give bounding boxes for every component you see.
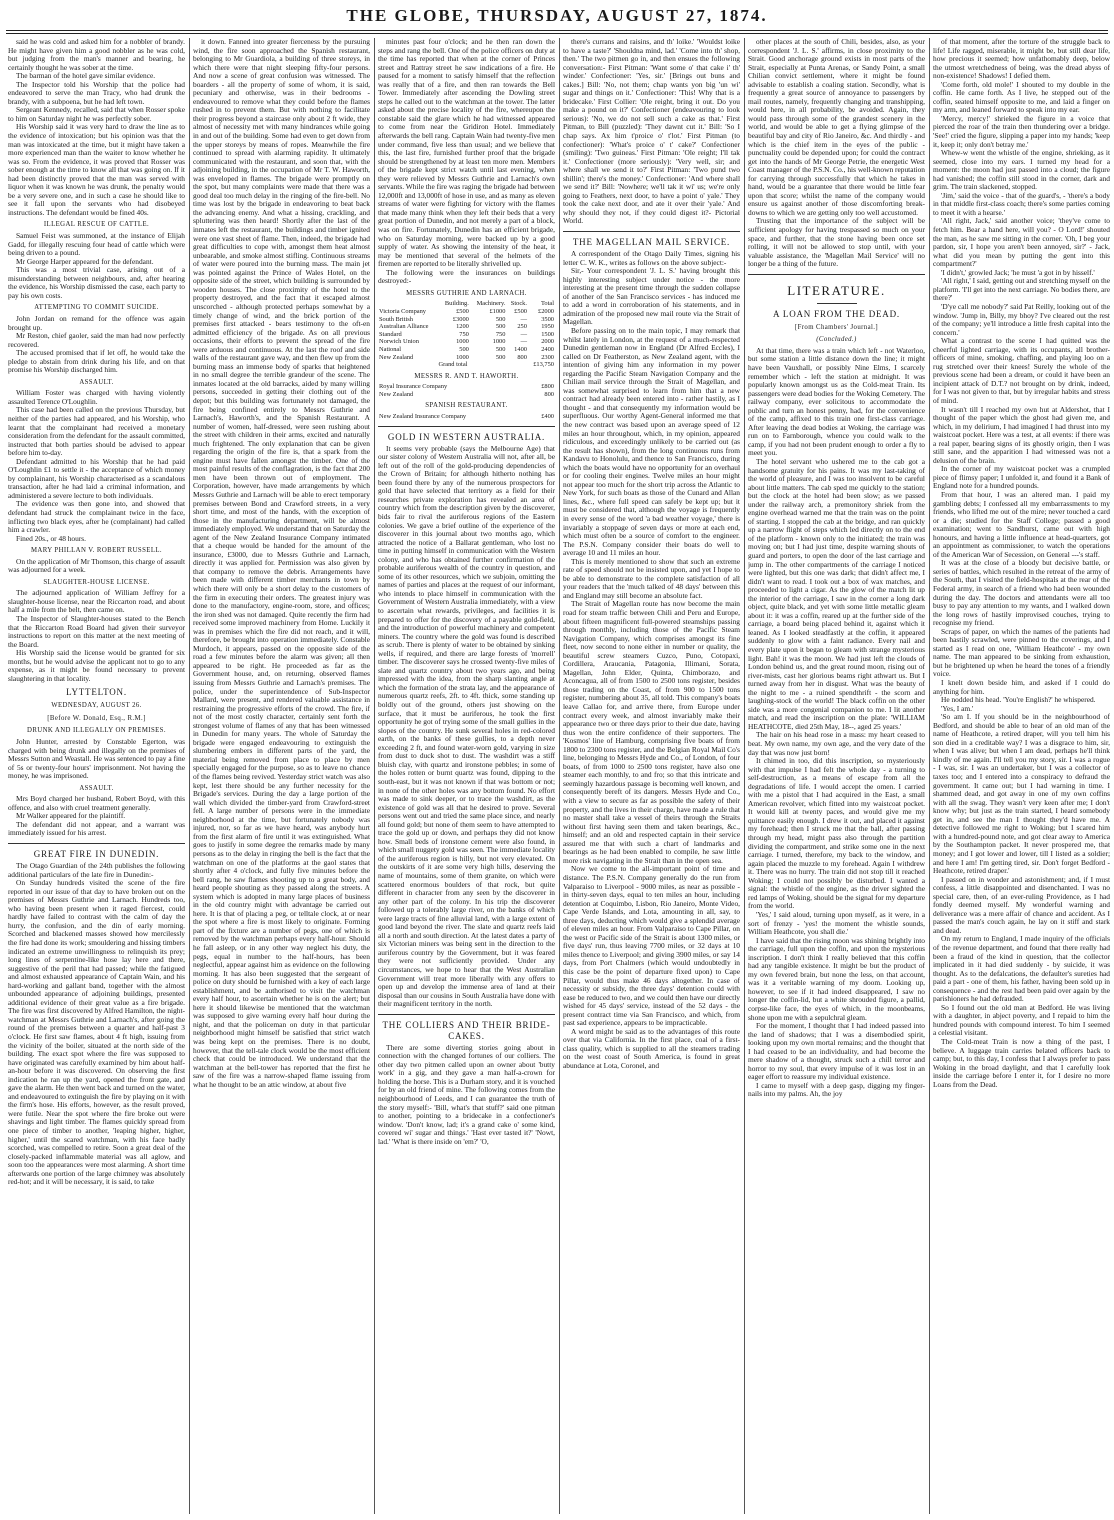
paragraph: For the moment, I thought that I had indeed passed into the land of shadows; that I was a disembodied spirit, looking upon my own mortal remains; and the thought that I had ceased to be an individuality, and had become the mere shadow of a thought, struck such a chill terror and horror to my soul, that every impulse of it was lost in an eager effort to reassure my individual existence. — [748, 1021, 925, 1082]
table-header-cell: Machinery. — [476, 300, 506, 308]
serial-note: (Concluded.) — [816, 336, 857, 344]
paragraph: 'I didn't,' growled Jack; 'he must 'a got in by hisself.' — [941, 267, 1095, 277]
paragraph: On my return to England, I made inquiry of the officials of the revenue department, and found that there really had been a fraud of the kind in question, that the collector implicated in it had died suddenly - by suicide, it was thought. As to the defalcations, the defaulter's sureties had paid a part - one of them, his father, having been sold up in consequence - and the rest had been paid over again by the parishioners he had defrauded. — [933, 934, 1110, 1004]
table-cell: 2400 — [541, 345, 554, 353]
paragraph: His Worship said the license would be granted for six months, but he would advise the applicant not to go to any expense, as it might be found necessary to prevent slaughtering in that locality. — [8, 648, 185, 683]
table-cell: 1000 — [456, 353, 469, 361]
article-headline: A LOAN FROM THE DEAD. — [773, 308, 900, 319]
table-row — [378, 308, 555, 316]
paragraph: I passed on in wonder and astonishment; and, if I must confess, a little disappointed and disenchanted. I was no special care, then, of an ever-ruling Providence, as I had fondly deemed myself. My wonderful warning and deliverance was a mere affair of chance and accident. As I passed the man's couch again, he lay on it stiff and stark and dead. — [933, 874, 1110, 935]
table-cell: New Zealand — [379, 390, 414, 398]
table-cell: 1400 — [514, 345, 527, 353]
table-cell: £800 — [541, 383, 554, 391]
table-header-cell: Building. — [444, 300, 469, 308]
article-headline: GREAT FIRE IN DUNEDIN. — [33, 849, 160, 860]
column-rule — [744, 38, 745, 1514]
paragraph: it down. Fanned into greater fierceness by the pursuing wind, the fire soon approached the Spanish restaurant, belonging to Mr Guardiola, a building of three storeys, in which there were that night sleeping fifty-four persons. And now a scene of great confusion was witnessed. The boarders - all the property of some of whom, it is said, pecuniary and otherwise, was in their bedrooms - endeavoured to remove what they could before the flames rushed in to prevent them. But with nothing to facilitate their progress beyond a staircase only about 2 ft wide, they almost of necessity met with many hindrances while going in and out of the building. Some had even to get down from the upper storeys by means of ropes. Meanwhile the fire continued to spread with alarming rapidity. It ultimately communicated with the restaurant, and soon that, with the adjoining building, in the occupation of Mr T. W. Haworth, was enveloped in flames. The brigade were promptly on the spot, but many complaints were made that there was a good deal too much delay in the ringing of the fire-bell. No time was lost by the brigade in endeavoring to beat back the advancing enemy. And what a hissing, crackling, and spluttering was then heard! Shortly after the last of the inmates left the restaurant, the buildings and timber ignited were one vast sheet of flame. Then, indeed, the brigade had great difficulties to cope with, amongst them heat almost unbearable, and smoke almost stifling. Continuous streams of water were poured into the burning mass. The main jet was pointed against the Prince of Wales Hotel, on the opposite side of the street, which building is surrounded by wooden houses. The close proximity of the hotel to the property destroyed, and the fact that it escaped almost unscorched - although protected perhaps somewhat by a timely change of wind, and the brick portion of the premises first attacked - bears testimony to the oft-en admitted efficiency of the brigade. As on all previous occasions, their efforts to prevent the spread of the fire were arduous and continuous. At the last the roof and side walls of the restaurant gave way, and then flew up from the burning mass an immense body of sparks that heightened in no small degree the terrible grandeur of the scene. The inmates located at the old barracks, aided by many willing persons, succeeded in getting their clothing out of the depot; but this building was fortunately not damaged, the fire being confined entirely to Messrs Guthrie and Larnach's, Haworth's, and the Spanish Restaurant. A number of women, half-dressed, were seen rushing about the street with children in their arms, excited and naturally much frightened. The only explanation that can be given regarding the origin of the fire is, that a spark from the engine must have fallen amongst the timber. One of the most painful results of the conflagration, is the fact that 200 men have been thrown out of employment. The Corporation, however, have made arrangements by which Messrs Guthrie and Larnach will be able to erect temporary premises between Bond and Crawford streets, in a very short time, and most of the hands, with the exception of those in the manufacturing department, will be almost immediately employed. We understand that on Saturday the agent of the New Zealand Insurance Company intimated that a cheque would be handed for the amount of the insurance, £3000, due to Messrs Guthrie and Larnach, directly it was applied for. Permission was also given by that company to remove the debris. Arrangements have been made with different timber merchants in town by which there will only be a short delay to the customers of the firm in executing their orders. The greatest injury was done to the manufactory, engine-room, store, and offices; the iron shed was not damaged. Quite recently the firm had received some improved machinery from Home. Luckily it was in premises which the fire did not reach, and it will, therefore, be brought into operation immediately. Constable Murdoch, it appears, passed on the opposite side of the road a few minutes before the alarm was given; all then appeared to be right. He proceeded as far as the Government house, and, on returning, observed flames issuing from Messrs Guthrie and Larnach's premises. The police, under the superintendence of Sub-Inspector Mallard, were present, and rendered valuable assistance in restraining the progressive efforts of the crowd. The fire, if not of the most costly character, certainly sent forth the strongest volume of flames of any that has been witnessed in Dunedin for many years. The whole of Saturday the brigade were engaged endeavouring to extinguish the slumbering embers in different parts of the yard, the material being removed from place to place by men specially engaged for the purpose, so as to leave no chance of the flames being revived. Yesterday strict watch was also kept, lest there should be any further necessity for the Brigade's services. During the day a large portion of the wall which divided the timber-yard from Crawford-street fell. A large number of persons were in the immediate neighborhood at the time, but fortunately nobody was injured, nor, so far as we have heard, was anybody hurt from the first alarm of fire until it was extinguished. What goes to justify in some degree the remarks made by many persons as to the delay in ringing the bell is the fact that the watchman on one of the platforms at the gaol states that shortly after 4 o'clock, and fully five minutes before the bell rang, he saw flames shooting up to a great body, and heard people shouting as they passed along the streets. A system which is adopted in many large places of business in the old country might with advantage be carried out here. It is that of placing a peg, or telltale clock, at or near the spot where a fire is most likely to originate. Forming part of the fixture are a number of pegs, one of which is removed by the watchman perhaps every half-hour. Should he fall asleep, or in any other way neglect his duty, the pegs, equal in number to the half-hours, has been neglectful, appear against him as evidence on the following morning. It has also been suggested that the sergeant of police on duty should be furnished with a key of each large establishment, and be authorised to visit the watchman every half hour, to ascertain whether he is on the alert; but here it should likewise be mentioned that the watchman was supposed to give warning every half hour during the night, and that the policeman on duty in that particular neighborhood might himself be satisfied that strict watch was being kept on the premises. There is no doubt, however, that the tell-tale clock would be the most efficient check that could be introduced. We understand that the watchman at the bell-tower has reported that the first he saw of the fire was a narrow-shaped flame issuing from what he thought to be an attic window, at about five — [193, 38, 370, 1089]
paragraph: 'All right,' I said, getting out and stretching myself on the platform. 'I'll get into the next carriage. No bodies there, are there?' — [933, 276, 1110, 303]
paragraph: This case had been called on the previous Thursday, but neither of the parties had appeared, and his Worship, who learnt that the complainant had received a monetary consideration from the defendant for the assault committed, instructed that both parties should be advised to appear before him to-day. — [8, 405, 185, 458]
table-cell: New Zealand Insurance Company — [379, 413, 467, 421]
paragraph: Now we come to the all-important point of time and distance. The P.S.N. Company generally do the run from Valparaiso to Liverpool - 9000 miles, as near as possible - in thirty-seven days, equal to ten miles an hour, including detention at Coquimbo, Lisbon, Rio Janeiro, Monte Video, Cape Verde Islands, and Lota, amounting in all, say, to three days, deducting which would give a splendid average of eleven miles an hour. From Valparaiso to Cape Pillar, on the west or Pacific side of the Strait is about 1300 miles, or five days' run, thus leaving 7700 miles, or 32 days at 10 miles thence to Liverpool; and giving 3900 miles, or say 14 days, from Port Chalmers (which would undoubtedly in this case be the point of departure fixed upon) to Cape Pillar, would thus make 46 days altogether. In case of necessity or subsidy, the three days' detention could with ease be reduced to two, and we could then have our directly wished for 45 days' service, instead of the 52 days - the present contract time via San Francisco, and which, from past sad experience, appears to be impracticable. — [563, 864, 740, 1028]
paragraph: It was at the close of a bloody but decisive battle, or series of battles, which resulted in the retreat of the army of the South, that I visited the field-hospitals at the rear of the Federal army, in search of a friend who had been wounded during the day. The doctors and attendants were all too busy to pay any attention to my wants, and I walked down the long rows of hastily improvised couches, trying to recognise my friend. — [933, 558, 1110, 628]
section-heading: MARY PHILLAN V. ROBERT RUSSELL. — [30, 547, 163, 555]
table-total-row — [378, 361, 555, 369]
paragraph: other places at the south of Chili, besides, also, as your correspondent 'J. L. S.' affirms, in close proximity to the Strait. Good anchorage ground exists in most parts of the Strait, especially at Punta Arenas, or Sandy Point, a small Chilian convict settlement, where it might be found advisable to establish a coaling station. Secondly, what is frequently a great source of annoyance to passengers by mail routes, namely, frequently changing and transhipping, would here, in all probability, be avoided. Again, they would pass through some of the grandest scenery in the world, and would be able to get a flying glimpse of the beautiful bay and city of Rio Janeiro, &c. And thirdly - and which is the chief item in the eyes of the public - punctuality could be depended upon; for could the contract get into the hands of Mr George Petrie, the energetic West Coast manager of the P.S.N. Co., his well-known reputation for carrying through successfully that which he takes in hand, would be a guarantee that there would be little fear upon that score; whilst the name of the company would ensure us against another of those discomforting break-downs to which we are getting only too well accustomed. — [748, 38, 925, 217]
paragraph: On Sunday hundreds visited the scene of the fire reported in our issue of that day to have broken out on the premises of Messrs Guthrie and Larnach. Hundreds too, who having been present when it raged fiercest, could hardly have failed to contrast with the calm of day the hurry, the confusion, and the din of early morning. Scorched and blackened masses showed how mercilessly the fire had done its work; smouldering and hissing timbers indicated an extreme unwillingness to relinquish its prey; long lines of serpentine-like hose lay here and there, suggestive of the peril that had passed; while the fatigued and almost exhausted appearance of Captain Wain, and his hard-working and gallant band, together with the almost unbounded appearance of adjoining buildings, presented additional evidence of their great value as a fire brigade. The fire was first discovered by Alfred Hamilton, the night-watchman at Messrs Guthrie and Larnach's, after going the round of the premises between a quarter and half-past 3 o'clock. He first saw flames, about 4 ft high, issuing from the vicinity of the boiler, situated at the north side of the building. The exact spot where the fire was supposed to have originated was carefully examined by him about half-an-hour before it was discovered. On observing the first indication he ran up the yard, opened the front gate, and gave the alarm. He then went back and turned on the water, and endeavoured to extinguish the fire by playing on it with the firm's hose. His efforts, however, as the result proved, were futile. Near the spot where the fire broke out were shavings and light timber. The flames quickly spread from one piece of timber to another, 'leaping higher, higher, higher,' until the scared watchman, with his face badly scorched, was compelled to retire. Soon a great deal of the closely-packed inflammable material was all aglow, and soon too the appearances were most alarming. A short time afterwards one portion of the large chimney was absolutely red-hot; and it will be necessary, it is said, to take — [8, 878, 185, 1187]
table-cell: 1950 — [541, 323, 554, 331]
table-cell: 500 — [495, 315, 506, 323]
section-title: LITERATURE. — [787, 282, 886, 298]
table-header-row — [378, 300, 555, 308]
table-cell: £500 — [456, 308, 469, 315]
column-4 — [563, 38, 740, 1514]
table-cell: 2300 — [541, 353, 554, 361]
table-cell: Standard — [379, 330, 402, 338]
paragraph: 'Come forth, old mole!' I shouted to my double in the coffin. He came forth. As I live, he stepped out of the coffin, seated himself opposite to me, and laid a finger on my arm, and leaned forward to speak into my ear. — [933, 79, 1110, 115]
paragraph: I came to myself with a deep gasp, digging my finger-nails into my palms. Ah, the joy — [748, 1080, 925, 1099]
table-cell: — — [520, 315, 527, 323]
title-separator — [817, 303, 857, 304]
paragraph: 'Yes, I am.' — [941, 703, 974, 713]
table-heading: SPANISH RESTAURANT. — [425, 402, 508, 410]
table-cell: 500 — [459, 345, 469, 353]
paragraph: John Jordan on remand for the offence was again brought up. — [8, 313, 185, 332]
table-cell: — — [520, 330, 527, 338]
table-cell: 750 — [459, 330, 469, 338]
table-cell: 1000 — [492, 338, 506, 346]
table-cell: — — [520, 338, 527, 346]
column-6 — [933, 38, 1110, 1514]
paragraph: Mr George Harper appeared for the defendant. — [16, 256, 154, 266]
table-cell: 500 — [495, 353, 506, 361]
paragraph: There are some diverting stories going about in connection with the changed fortunes of our colliers. The other day two pitmen called upon an owner about 'butty work' in a gig, and they gave a man half-a-crown for holding the horse. This is a Durham story, and it is vouched for by an old friend of mine. The following comes from the neighbourhood of Leeds, and I can guarantee the truth of the story myself:- 'Bill, what's that stuff?' said one pitman to another, pointing to a bridecake in a confectioner's window. 'Don't know, lad; it's a grand cake o' some kind, covered wi' sugar and things.' 'Hast ever tasted it?' 'Nowt, lad.' 'What is there inside on 'em?' 'O, — [378, 1042, 555, 1146]
column-rule — [189, 38, 190, 1514]
column-2 — [193, 38, 370, 1514]
table-cell: £3000 — [452, 315, 469, 323]
insurance-table — [378, 413, 555, 421]
table-cell: £1000 — [489, 308, 506, 315]
paragraph: So I found out the old man at Bedford. He was living with a daughter, in abject poverty, and I repaid to him the hundred pounds with compound interest. To him I seemed a celestial visitant. — [933, 1002, 1110, 1038]
paragraph: This was a most trivial case, arising out of a misunderstanding between neighbours, and, after hearing the evidence, his Worship dismissed the case, each party to pay his own costs. — [8, 265, 185, 300]
table-cell: £400 — [541, 413, 554, 421]
paragraph: The Strait of Magellan route has now become the main road for steam traffic between Chili and Peru and Europe, about fifteen magnificent full-powered steamships passing through monthly, including those of the Pacific Steam Navigation Company, which comprises amongst its fine fleet, now second to none either in number or quality, the beautiful screw steamers Cuzco, Puno, Cotopaxi, Cordillera, Araucania, Patagonia, Illimani, Sorata, Magellan, John Elder, Quinta, Chimborazo, and Aconcagua, all of from 1500 to 2500 tons register, besides those trading on the Coast, of from 900 to 1500 tons register, numbering about 35, all told. This company's boats leave Callao for, and arrive there, from Europe under contract every week, and almost invariably make their appearance two or three days prior to their due date, having thus won the entire confidence of their supporters. The 'Kosmos' line of Hamburg, comprising five boats of from 1800 to 2300 tons register, and the Belgian Royal Mail Co's line, belonging to Messrs Hyde and Co., of London, of four boats, of from 1000 to 2500 tons register, have also one steamer each monthly, to and fro; so that this intricate and seemingly hazardous passage is becoming well known, and consequently bereft of its dangers. Messrs Hyde and Co., with a view to secure as far as possible the safety of their property, and the lives in their charge, have made a rule that no master shall take a vessel of theirs through the Straits without first having seen them and taken bearings, &c., himself; and an old and respected captain in their service assured me that with such a chart of landmarks and bearings as he had been enabled to compile, he saw little more risk navigating in the Strait than in the open sea. — [563, 599, 740, 865]
section-heading: ASSAULT. — [79, 378, 114, 386]
paragraph: The defendant did not appear, and a warrant was immediately issued for his arrest. — [8, 819, 185, 838]
paragraph: The Inspector told his Worship that the police had endeavored to serve the man Tracy, who had drunk the brandy, with a subpoena, but he had left town. — [8, 79, 185, 106]
paragraph: 'So am I. If you should be in the neighbourhood of Bedford, and should be able to hear of an old man of the name of Heathcote, a retired draper, will you tell him his son died in a creditable way? I was a disgrace to him, sir, when I was alive; but when I am dead, perhaps he'll think kindly of me again. I'll tell you my story, sir. I was a rogue - I was, sir. I was an undertaker, but I was a collector of taxes too; and I entered into a conspiracy to defraud the government. It came out; but I had warning in time. I shammed dead, and got away in one of my own coffins with all the swag. They wasn't very keen after me; I don't know why; but just as the train started, I heard somebody get in, and see the man I thought they'd have me. A detective followed me right to Woking; but I scared him with a hundred-pound note, and got clear away to America by the Southampton packet. It never prospered me, that money; and I got lower and lower, till I listed as a soldier; and here I am! I'm getting tired, sir. Don't forget Bedford - Heathcote, retired draper.' — [933, 712, 1110, 876]
paragraph: His Worship said it was very hard to draw the line as to the evidence of intoxication; but his opinion was that the man was intoxicated at the time, but it might have taken a more experienced man than the waiter to know whether he was so. From the evidence, it was proved that Rosser was sober enough at the time to know all that was going on. If it had been distinctly proved that the man was served with liquor when it was known he was drunk, the penalty would be a very severe one, and in such a case he should like to see it fall upon the servants who had disobeyed instructions. The defendant would be fined 40s. — [8, 122, 185, 217]
paragraph: 'Mercy, mercy!' shrieked the figure in a voice that pierced the roar of the train then thundering over a bridge. 'See!' cried the figure, slipping a paper into my hands; 'keep it, keep it; only don't betray me.' — [933, 113, 1110, 149]
paragraph: The Cold-meat Train is now a thing of the past, I believe. A luggage train carries belated officers back to camp; but, to this day, I confess that I always prefer to pass Woking in the broad daylight, and that I carefully look inside the carriage before I enter it, for I desire no more Loans from the Dead. — [933, 1036, 1110, 1089]
column-3 — [378, 38, 555, 1514]
section-heading: LYTTELTON. — [66, 687, 127, 698]
paragraph: What a contrast to the scene I had quitted was the cheerful lighted carriage, with its occupants, all brother-officers of mine, smoking, chaffing, and playing loo on a rug stretched over their knees! Surely the whole of the previous scene had been a dream, or could it have been an incipient attack of D.T.? not brought on by drink, indeed, for I was not given to that, but by irregular habits and stress of mind. — [933, 336, 1110, 405]
paragraph: Sir,- Your correspondent 'J. L. S.' having brought this highly interesting subject under notice - the more interesting at the present time through the sudden collapse of another of the San Francisco services - has induced me to add a word in corroboration of his statements, and in admiration of the proposed new mail route via the Strait of Magellan. — [563, 266, 740, 327]
article-separator — [378, 426, 555, 427]
paragraph: The Otago Guardian of the 24th publishes the following additional particulars of the late fire in Dunedin:- — [8, 861, 185, 879]
column-1 — [8, 38, 185, 1514]
article-separator — [748, 274, 925, 275]
table-row — [378, 323, 555, 331]
table-cell: 750 — [495, 330, 506, 338]
table-cell: Victoria Company — [379, 308, 427, 315]
table-header-cell: Stock. — [510, 300, 527, 308]
paragraph: In the corner of my waistcoat pocket was a crumpled piece of flimsy paper; I unfolded it, and found it a Bank of England note for a hundred pounds. — [933, 464, 1110, 491]
table-cell: £13,750 — [533, 361, 554, 369]
article-headline: GOLD IN WESTERN AUSTRALIA. — [387, 431, 546, 442]
table-cell: 500 — [495, 323, 506, 331]
paragraph: On the application of Mr Thomson, this charge of assault was adjourned for a week. — [8, 556, 185, 575]
table-cell: £500 — [514, 308, 527, 315]
paragraph: The hair on his head rose in a mass: my heart ceased to beat. My own name, my own age, and the very date of the day that was now just born! — [748, 730, 925, 757]
table-cell: Grand total — [438, 361, 468, 369]
table-cell: 1500 — [541, 330, 554, 338]
paragraph: Mr Reston, chief gaoler, said the man had now perfectly recovered. — [8, 331, 185, 349]
paragraph: I have said that the rising moon was shining brightly into the carriage, full upon the coffin, and upon the mysterious inscription. I don't think I really believed that this coffin had any tangible existence. It might be but the product of my own fevered brain, but none the less, on that account, was it a veritable warning of my doom. Looking up, however, to see if it had indeed disappeared, I saw no longer the coffin-lid, but a white shrouded figure, a pallid, corpse-like face, the eyes of which, in the moonbeams, shone upon me with a sepulchral gleam. — [748, 935, 925, 1022]
insurance-table — [378, 300, 555, 368]
table-cell: Royal Insurance Company — [379, 383, 448, 391]
masthead-rule-top — [6, 30, 1108, 31]
table-cell: 500 — [495, 345, 506, 353]
paragraph: The hotel servant who ushered me to the cab got a handsome gratuity for his pains. It was my last-taking of the world of pleasure, and I was too insolvent to be careful about little matters. The cab sped me quickly to the station; but the clock at the hotel had been slow; as we passed under the railway arch, a premonitory shriek from the engine overhead warned me that the train was on the point of starting. I stopped the cab at the bridge, and ran quickly up a narrow flight of steps which led directly on to the end of the platform - known only to the initiated; the train was moving on; but I had just time, despite warning shouts of guard and porters, to open the door of the last carriage and jump in. The other compartments of the carriage I noticed were lighted, but this one was dark; that didn't affect me, I didn't want to read. I took out a box of wax matches, and proceeded to light a cigar. As the glow of the match lit up the interior of the carriage, I saw in the corner a long dark object, quite black, and yet with some little metallic gleam about it: it was a coffin, reared up at the further side of the carriage, a board being placed behind it, against which it leaned. As I looked steadfastly at the coffin, it appeared suddenly to glow with a faint radiance. Every nail and every plate upon it began to gleam with strange mysterious light. Bah! it was the moon. We had just left the clouds of London behind us, and the great round moon, rising out of river-mists, cast her glorious beams right athwart us. But I turned away from her in disgust. What was the beauty of the night to me - a ruined spendthrift - the scorn and laughing-stock of the world! The black coffin on the other side was a more congenial companion to me. I lit another match, and read the inscription on the plate: 'WILLIAM HEATHCOTE, died 25th May, 18--, aged 25 years.' — [748, 456, 925, 731]
paragraph: A word might be said as to the advantages of this route over that via California. In the first place, coal of a first-class quality, which is supplied to all the steamers trading on the west coast of South America, is found in great abundance at Lota, Coronel, and — [563, 1026, 740, 1070]
paragraph: there's currans and raisins, and th' loike.' 'Wouldst loike to have a taste?' 'Shouldna mind, lad.' 'Come into th' shop, then.' The two pitmen go in, and then ensues the following conversation:- First Pitman: 'Want some o' that cake i' th' winder.' Confectioner: 'Yes, sir.' [Brings out buns and cakes.] Bill: 'No, not them; chap wants yon big 'un wi' sugar and things on it.' Confectioner: 'This! Why that is a bridecake.' First Collier: 'Ole reight, bring it out. Do you make a pound on it?' Confectioner (endeavouring to look serious): 'No, we do not sell such a cake as that.' First Pitman, to Bill (puzzled): 'They dawnt cut it.' Bill: 'So I chap says. Ax him t'proice o' t'lot.' First Pitman (to confectioner): 'What's proice o' t' cake?' Confectioner (smiling): 'Two guineas.' First Pitman: 'Ole reight; I'll tak it.' Confectioner (more seriously): 'Very well, sir; and where shall we send it to?' First Pitman: 'Two pund two shillin'; there's the money.' Confectioner: 'And where shall we send it?' Bill: 'Nowhere; we'll tak it wi' us; we're only going to Feathers, next door, to have a point o' yale.' They took the cake next door, and ate it over their 'yale.' And why should they not, if they could digest it?- Pictorial World. — [563, 38, 740, 226]
table-heading: MESSRS R. AND T. HAWORTH. — [414, 372, 519, 380]
paragraph: 'All right, Jack,' said another voice; 'they've come to fetch him. Bear a hand here, will you? - O Lord!' shouted the man, as he saw me sitting in the corner. 'Oh, I beg your pardon, sir, I hope you aren't been annoyed, sir?' - Jack, what did you mean by putting the gent into this compartment?' — [933, 216, 1110, 269]
table-cell: Norwich Union — [379, 338, 419, 346]
table-cell: 250 — [517, 323, 527, 331]
paragraph: The barman of the hotel gave similar evidence. — [16, 71, 156, 81]
paragraph: 'Jim,' said the voice - that of the guard's, - 'there's a body in that middle first-class coach; there's some parties coming to meet it with a hearse.' — [933, 190, 1110, 217]
paragraph: Sergeant Kennedy, recalled, said that when Rosser spoke to him on Saturday night he was perfectly sober. — [8, 105, 185, 123]
article-headline: THE MAGELLAN MAIL SERVICE. — [572, 237, 731, 248]
paragraph: Before passing on to the main topic, I may remark that whilst lately in London, at the request of a much-respected Dunedin gentleman now in England (Dr Alfred Eccles), I called on Dr Featherston, as New Zealand agent, with the intention of giving him any information in my power regarding the Pacific Steam Navigation Company and the Chilian mail service through the Strait of Magellan, and was somewhat surprised to learn from him that a new contract had already been entered into - rather hastily, as I thought - and that consequently my information would be superfluous. Our worthy Agent-General informed me that the new contract was based upon an average speed of 12 miles an hour throughout, which, in my opinion, appeared ridiculous, and exceedingly unlikely to be carried out (as the result has shown), from the long continuous runs from Kandavu to Honolulu, and thence to San Francisco, during which the boats would have no opportunity for an overhaul or for cooling their engines. Twelve miles an hour might not appear too much for the short trip across the Atlantic to New York, for such boats as those of the Cunard and Allan lines, &c., where full speed can safely be kept up; but it must be considered that, although the voyage is frequently in every sense of the word 'a bad weather voyage,' there is invariably a stoppage of seven days or more at each end, which must often be a source of comfort to the engineer. The P.S.N. Company consider their boats do well to average 10 and 11 miles an hour. — [563, 325, 740, 558]
article-headline: THE COLLIERS AND THEIR BRIDE-CAKES. — [382, 1019, 551, 1041]
paragraph: The evidence was then gone into, and showed that defendant had struck the complainant twice in the face, inflicting two black eyes, after he (complainant) had called him a crawler. — [8, 499, 185, 535]
table-row — [378, 316, 555, 324]
table-cell: 1000 — [456, 338, 469, 346]
paragraph: Whew-w went the whistle of the engine, shrieking, as it seemed, close into my ears. I turned my head for a moment: the moon had just passed into a cloud; the figure had vanished; the coffin still stood in the corner, dark and grim. The train slackened, stopped. — [933, 148, 1110, 192]
table-row — [378, 383, 555, 391]
table-cell: Australian Alliance — [379, 323, 429, 331]
paragraph: John Hunter, arrested by Constable Egerton, was charged with being drunk and illegally on the premises of Messrs Sutton and Weastall. He was sentenced to pay a fine of 5s or twenty-four hours' imprisonment. Not having the money, he was imprisoned. — [8, 737, 185, 781]
paragraph: He nodded his head. 'You're English?' he whispered. — [941, 695, 1096, 705]
paragraph: Fined 20s., or 48 hours. — [16, 533, 87, 543]
paragraph: At that time, there was a train which left - not Waterloo, but some station a little distance down the line; it might have been Vauxhall, or possibly Nine Elms, I scarcely remember which - left the station at midnight. It was popularly known amongst us as the Cold-meat Train. Its passengers were dead bodies for the Woking Cemetery. The railway company, ever solicitous to accommodate the public and turn an honest penny, had, for the convenience of the camp, affixed to this train one first-class carriage. After leaving the dead bodies at Woking, the carriage was run on to Farnborough, whence you could walk to the camp, if you had not been prudent enough to order a fly to meet you. — [748, 345, 925, 458]
column-rule — [374, 38, 375, 1514]
column-rule — [559, 38, 560, 1514]
article-separator — [378, 1014, 555, 1015]
paragraph: From that hour, I was an altered man. I paid my gambling debts; I confessed all my embarrassments to my friends, who lifted me out of the mire; never touched a card or a die; studied for the Staff College; passed a good examination; went to Sandhurst, came out with high honours, and having a little influence at head-quarters, got an appointment as commissioner, to watch the operations of the American War of Secession, on General ---'s staff. — [933, 489, 1110, 559]
paragraph: Trusting that the importance of the subject will be sufficient apology for having trespassed so much on your space, and further, that the stone having been once set rolling, it will not be allowed to stop until, with your valuable assistance, the 'Magellan Mail Service' will no longer be a thing of the future. — [748, 216, 925, 269]
paragraph: Mrs Boyd charged her husband, Robert Boyd, with this offence, and also with cruel treatment generally. — [8, 794, 185, 812]
paragraph: The accused promised that if let off, he would take the pledge to abstain from drink during his life, and on that promise his Worship discharged him. — [8, 348, 185, 375]
article-separator — [8, 843, 185, 844]
paragraph: The adjourned application of William Jeffrey for a slaughter-house license, near the Riccarton road, and about half a mile from the belt, then came on. — [8, 588, 185, 615]
section-heading: DRUNK AND ILLEGALLY ON PREMISES. — [27, 727, 166, 735]
column-5 — [748, 38, 925, 1514]
source-credit: [From Chambers' Journal.] — [794, 323, 879, 331]
paragraph: William Foster was charged with having violently assaulted Terence O'Loughlin. — [8, 388, 185, 406]
paragraph: It wasn't till I reached my own hut at Aldershot, that I thought of the paper which the ghost had given me, and which, in my delirium, I had imagined I had thrust into my waistcoat pocket. Here was a test, at all events: if there was a real paper, bearing signs of its ghostly origin, then I was still sane, and the apparition I had witnessed was not a delusion of the brain. — [933, 404, 1110, 465]
paragraph: said he was cold and asked him for a nobbler of brandy. He might have given him a good nobbler as he was cold, but judging from the man's manner and bearing, he certainly thought he was sober at the time. — [8, 38, 185, 72]
table-row — [378, 391, 555, 399]
paragraph: I knelt down beside him, and asked if I could do anything for him. — [933, 678, 1110, 696]
table-cell: 1200 — [456, 323, 469, 331]
dateline: WEDNESDAY, AUGUST 26. — [51, 702, 142, 710]
paragraph: A correspondent of the Otago Daily Times, signing his letter C. W. K., writes as follows on the above subject:- — [563, 249, 740, 267]
table-header-cell: Total — [540, 300, 554, 308]
paragraph: The Inspector of Slaughter-houses stated to the Bench that the Riccarton Road Board had given their surveyor instructions to report on this matter at the next meeting of the Board. — [8, 614, 185, 649]
table-row — [378, 413, 555, 421]
paragraph: It chimed in too, did this inscription, so mysteriously with that impulse I had felt the whole day - a turning to self-destruction, as a means of escape from all the degradations of life. I would accept the omen. I carried with me a pistol that I had acquired in the East, a small American revolver, which fitted into my waistcoat pocket. It would kill at twenty paces, and would give me my quittance easily enough. I drew it out, and placed it against my forehead; then I struck me that the ball, after passing through my head, might pass also through the partition dividing the compartment, and strike some one in the next carriage. I turned, therefore, my back to the window, and again placed the muzzle to my forehead. Again I withdrew it. There was no hurry. The train did not stop till it reached Woking; I could not possibly be disturbed. I wanted a signal: the whistle of the engine, as the driver sighted the red lamps of Woking, should be the signal for my departure from the world. — [748, 756, 925, 911]
table-heading: MESSRS GUTHRIE AND LARNACH. — [406, 289, 527, 297]
table-row — [378, 331, 555, 339]
paragraph: Scraps of paper, on which the names of the patients had been hastily scrawled, were pinned to the coverings, and I started as I read on one, 'William Heathcote' - my own name. The man appeared to be sinking from exhaustion, but he brightened up when he heard the tones of a friendly voice. — [933, 626, 1110, 679]
table-cell: 800 — [544, 390, 554, 398]
paragraph: 'D'ye call me nobody?' said Pat Reilly, looking out of the window. 'Jump in, Billy, my bhoy? I've cleared out the rest of the company; ye'll introduce a little fresh capital into the concern.' — [933, 301, 1110, 337]
masthead-rule-bottom — [6, 33, 1108, 34]
section-heading: ILLEGAL RESCUE OF CATTLE. — [43, 221, 150, 229]
section-heading: ASSAULT. — [79, 784, 114, 792]
table-row — [378, 354, 555, 362]
paragraph: Samuel Feist was summoned, at the instance of Elijah Gadd, for illegally rescuing four head of cattle which were being driven to a pound. — [8, 231, 185, 258]
paragraph: This is merely mentioned to show that such an extreme rate of speed should not be insisted upon, and yet I hope to be able to demonstrate to the complete satisfaction of all your readers that the 'much talked of 48 days' between this and England may still become an absolute fact. — [563, 556, 740, 600]
paragraph: The following were the insurances on buildings destroyed:- — [378, 267, 555, 286]
paragraph: 'Yes,' I said aloud, turning upon myself, as it were, in a sort of frenzy - 'yes! the moment the whistle sounds, William Heathcote, you shall die.' — [748, 909, 925, 937]
section-heading: SLAUGHTER-HOUSE LICENSE. — [43, 578, 150, 586]
dateline: [Before W. Donald, Esq., R.M.] — [47, 714, 146, 722]
masthead: THE GLOBE, THURSDAY, AUGUST 27, 1874. — [346, 6, 768, 25]
paragraph: minutes past four o'clock; and he then ran down the steps and rang the bell. One of the police officers on duty at the time has reported that when at the corner of Princes street and Rattray street he saw indications of a fire. He paused for a moment to satisfy himself that the reflection was really that of a fire, and then ran towards the Bell Tower. Immediately after ascending the Dowling street steps he called out to the watchman at the tower. The latter asked about the precise locality of the fire, whereupon the constable said the glare which he had witnessed appeared to come from near the Gridiron Hotel. Immediately afterwards the bell rang. Captain Wain had twenty-five men under command, five less than usual; and we believe that this, the last fire, furnished further proof that the brigade should be strengthened by at least ten more men. Members of the brigade kept strict watch until last evening, when they were relieved by Messrs Guthrie and Larnach's own servants. While the fire was raging the brigade had between 12,000ft and 13,000ft of hose in use, and as many as eleven streams of water were fighting for victory with the flames that made many think when they left their beds that a very great portion of Dunedin, and not merely a part of a block, was on fire. Fortunately, Dunedin has an efficient brigade, who on Saturday morning, were backed up by a good supply of water. As showing the intensity of the heat, it may be mentioned that several of the helmets of the firemen are reported to be literally shrivelled up. — [378, 38, 555, 269]
table-cell: 800 — [517, 353, 527, 361]
table-cell: 2000 — [541, 338, 554, 346]
table-header-cell — [378, 300, 439, 308]
table-cell: New Zealand — [379, 353, 414, 361]
article-separator — [563, 231, 740, 232]
table-cell: £2000 — [538, 308, 554, 315]
paragraph: It seems very probable (says the Melbourne Age) that our sister colony of Western Australia will not, after all, be left out of the roll of the gold-producing dependencies of the Crown of Britain; for although hitherto nothing has been found there by any of the numerous prospectors for gold that have selected that territory as a field for their researches private exploration has revealed an area of country which from the description given by the discoverer, bids fair to rival the auriferous regions of the Eastern colonies. We gave a brief outline of the experience of the discoverer in this journal about two months ago, which attracted the notice of a Ballarat gentleman, who lost no time in putting himself in communication with the Western colony, and who has obtained further confirmation of the probable auriferous wealth of the country in question, and some of its other resources, which we subjoin, omitting the names of parties and places at the request of our informant, who intends to place himself in communication with the Government of Western Australia immediately, with a view to ascertain what rewards, privileges, and facilities it is prepared to offer for the discovery of a payable gold-field, and the introduction of powerful machinery and competent miners. The country where the gold was found is described as scrub. There is plenty of water to be obtained by sinking wells, if required, and there are large forests of 'morrell' timber. The discoverer says he crossed twenty-five miles of slate and quartz country about two years ago, and being impressed with the idea, from the sharp slanting angle at which the formation of the strata lay, and the appearance of numerous quartz reefs, 2ft. to 4ft. thick, some standing up boldly out of the ground, others just showing on the surface, that it must be auriferous, he took the first opportunity he got of trying some of the small gullies in the slopes of the country. He sunk several holes in red-colored earth, on the banks of these gullies, to a depth never exceeding 2 ft, and found water-worn gold, varying in size from dust to duck shot to dust. The washdirt was a stiff bluish clay, with quartz and ironstone pebbles; in some of the holes rotten or burnt quartz was found, dipping to the south-east, but it was not known if that was bottom or not; in none of the other holes was any bottom found. No effort was made to sink deeper, or to trace the washdirt, as the existence of gold was all that he desired to prove. Several persons went out and tried the same place since, and nearly all found gold; but none of them seem to have attempted to trace the gold up or down, and perhaps they did not know how. Small beds of ironstone cement were also found, in which small nuggety gold was seen. The immediate locality of the auriferous region is hilly, but not very elevated. On the outskirts of it are some very high hills, deserving the name of mountains, some of them granite, on which were scattered enormous boulders of that rock, but quite different in character from any seen by the discoverer in any other part of the colony. In his trip the discoverer followed up a tolerably large river, on the banks of which were large tracts of fine alluvial land, with a large extent of good land beyond the river. The slate and quartz reefs laid all a north and south direction. At the latest dates a party of six Victorian miners was being sent in the direction to the auriferous country by the Government, but it was feared they were not sufficiently provided. Under any circumstances, we hope to hear that the West Australian Government will treat more liberally with any offers to open up and develop the immense area of land at their disposal than our cousins in South Australia have done with their magnificent territory in the north. — [378, 443, 555, 1009]
paragraph: of that moment, after the torture of the struggle back to life! Life ragged, miserable, it might be, but still dear life, how precious it seemed; how unfathomably deep, below the utmost wretchedness of being, was the dread abyss of non-existence! Shadows! I defied them. — [933, 38, 1110, 81]
section-heading: ATTEMPTING TO COMMIT SUICIDE. — [34, 304, 159, 312]
column-rule — [929, 38, 930, 1514]
table-row — [378, 338, 555, 346]
table-cell: National — [379, 345, 402, 353]
insurance-table — [378, 383, 555, 398]
paragraph: Mr Walker appeared for the plaintiff. — [16, 811, 126, 821]
table-cell: 3500 — [541, 315, 554, 323]
table-cell: South British — [379, 315, 413, 323]
table-row — [378, 346, 555, 354]
paragraph: Defendant admitted to his Worship that he had paid O'Loughlin £1 to settle it - the acceptance of which money by complainant, his Worship characterised as a scandalous transaction, after he had laid a criminal information, and administered a severe lecture to both individuals. — [8, 456, 185, 500]
